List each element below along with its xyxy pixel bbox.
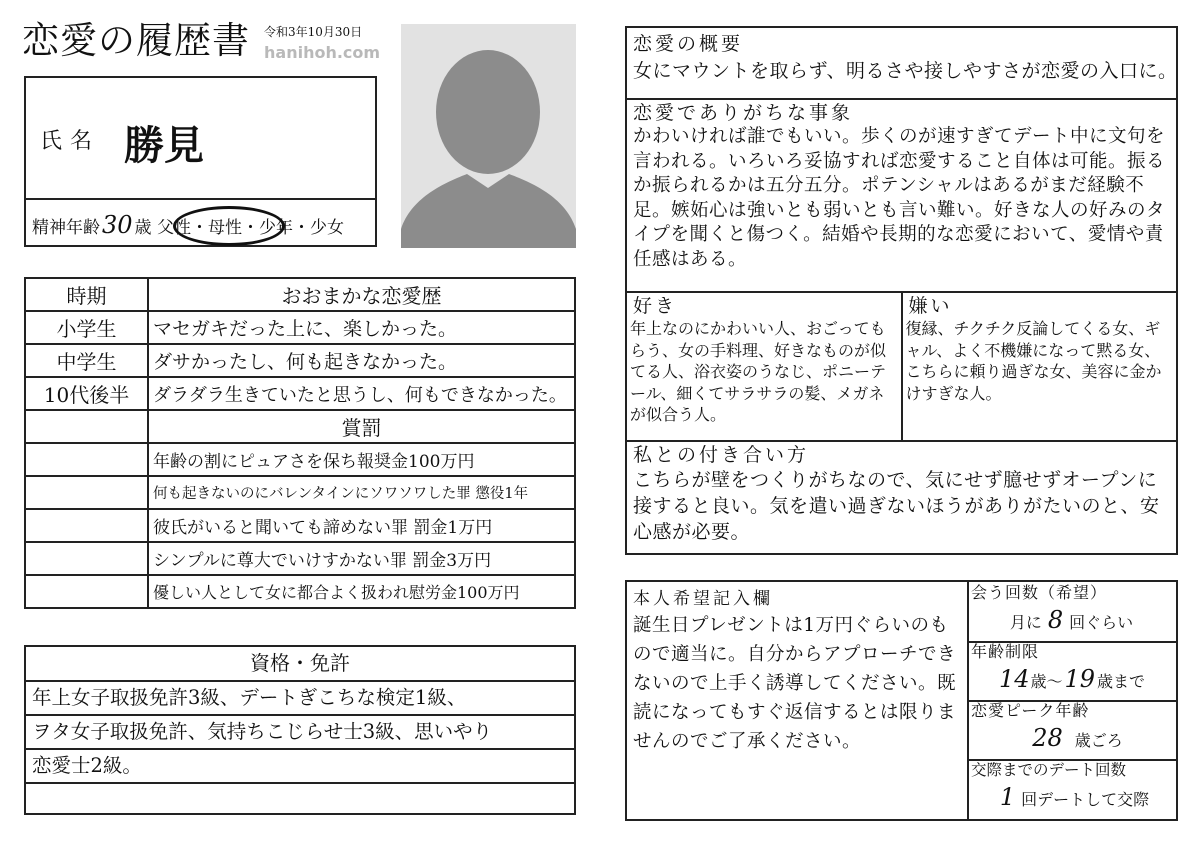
tendencies-text: かわいければ誰でもいい。歩くのが速すぎてデート中に文句を言われる。いろいろ妥協すれば恋愛すること自体は可能。振るか振られるかは五分五分。ポテンシャルはあるがまだ経験不足。嫉妬心は強いとも弱いとも言い難い。好きな人の好みのタイプを聞くと傷つく。結婚や長期的な恋愛において、愛情や責任感はある。	[633, 126, 1166, 270]
dates-value	[967, 781, 1176, 816]
qualification-line: ヲタ女子取扱免許、気持ちこじらせ士3級、思いやり	[32, 720, 493, 743]
overview-section	[627, 28, 1176, 100]
peak-suffix: 歳ごろ	[1074, 731, 1123, 750]
dislikes-column	[901, 291, 1177, 440]
table-row	[25, 311, 575, 344]
reward-cell: 何も起きないのにバレンタインにソワソワした罪 懲役1年	[148, 476, 575, 509]
wish-section	[627, 582, 969, 819]
age-suffix: 歳まで	[1097, 672, 1146, 691]
likes-column	[627, 291, 901, 440]
name-label: 氏名	[40, 129, 101, 154]
qualifications-header: 資格・免許	[26, 647, 574, 682]
love-profile-box	[625, 26, 1178, 555]
reward-cell: 年齢の割にピュアさを保ち報奨金100万円	[148, 443, 575, 476]
reward-cell: シンプルに尊大でいけすかない罪 罰金3万円	[148, 542, 575, 575]
name-box	[24, 76, 377, 247]
empty-cell	[25, 410, 148, 443]
photo-placeholder	[401, 24, 576, 248]
likes-label: 好き	[633, 295, 678, 317]
overview-text: 女にマウントを取らず、明るさや接しやすさが恋愛の入口に。	[633, 60, 1178, 82]
tendencies-label: 恋愛でありがちな事象	[633, 102, 854, 124]
likes-dislikes-section	[627, 291, 1176, 442]
col-header-period: 時期	[25, 278, 148, 311]
history-cell: ダサかったし、何も起きなかった。	[148, 344, 575, 377]
age-limit-cell	[967, 641, 1176, 702]
love-peak-cell	[967, 700, 1176, 761]
wish-text: 誕生日プレゼントは1万円ぐらいのもので適当に。自分からアプローチできないので上手く誘導してください。既読になってもすぐ返信するとは限りませんのでご了承ください。	[633, 615, 957, 752]
qualifications-text	[32, 681, 492, 783]
overview-label: 恋愛の概要	[633, 33, 744, 55]
table-row	[25, 476, 575, 509]
period-cell: 中学生	[25, 344, 148, 377]
how-to-date-text: こちらが壁をつくりがちなので、気にせず臆せずオープンに接すると良い。気を遣い過ぎないほうがありがたいのと、安心感が必要。	[633, 469, 1160, 543]
empty-cell	[25, 542, 148, 575]
meet-prefix: 月に	[1009, 613, 1042, 632]
empty-cell	[25, 575, 148, 608]
period-cell: 小学生	[25, 311, 148, 344]
love-peak-label: 恋愛ピーク年齢	[971, 701, 1090, 720]
age-limit-label: 年齢制限	[971, 642, 1040, 661]
wish-box	[625, 580, 1178, 821]
reward-cell: 優しい人として女に都合よく扱われ慰労金100万円	[148, 575, 575, 608]
reward-cell: 彼氏がいると聞いても諦めない罪 罰金1万円	[148, 509, 575, 542]
table-header-row	[25, 278, 575, 311]
wish-details	[967, 582, 1176, 819]
age-min: 14	[998, 665, 1030, 693]
type-options: 父性・母性・少年・少女	[156, 218, 344, 238]
meet-frequency-label: 会う回数（希望）	[971, 583, 1108, 602]
peak-age: 28	[1032, 724, 1063, 752]
history-table	[24, 277, 576, 609]
rewards-header: 賞罰	[148, 410, 575, 443]
table-row	[25, 575, 575, 608]
table-row	[25, 377, 575, 410]
meet-frequency-value	[967, 604, 1176, 639]
empty-cell	[25, 509, 148, 542]
meet-frequency-cell	[967, 582, 1176, 643]
history-cell: ダラダラ生きていたと思うし、何もできなかった。	[148, 377, 575, 410]
period-cell: 10代後半	[25, 377, 148, 410]
dates-until-dating-cell	[967, 759, 1176, 819]
how-to-date-section	[627, 440, 1176, 553]
age-mid: 歳〜	[1030, 672, 1063, 691]
dislikes-text: 復縁、チクチク反論してくる女、ギャル、よく不機嫌になって黙る女、こちらに頼り過ぎな女、美容に金かけすぎな人。	[905, 319, 1162, 403]
qualifications-box	[24, 645, 576, 815]
meet-suffix: 回ぐらい	[1069, 613, 1134, 632]
qualification-line: 恋愛士2級。	[32, 754, 142, 777]
mental-age-label: 精神年齢	[32, 218, 100, 238]
mental-age-unit: 歳	[134, 218, 152, 238]
tendencies-section	[627, 98, 1176, 293]
empty-cell	[25, 476, 148, 509]
date: 令和3年10月30日	[264, 25, 363, 39]
dislikes-label: 嫌い	[908, 295, 953, 317]
meet-count: 8	[1047, 606, 1064, 634]
divider	[26, 198, 375, 200]
dates-label: 交際までのデート回数	[971, 761, 1127, 779]
person-silhouette-icon	[401, 24, 576, 248]
age-max: 19	[1064, 665, 1096, 693]
empty-cell	[25, 443, 148, 476]
love-peak-value	[967, 722, 1176, 757]
table-row	[25, 344, 575, 377]
how-to-date-label: 私との付き合い方	[633, 444, 810, 466]
mental-age-value: 30	[102, 211, 133, 239]
wish-label: 本人希望記入欄	[633, 589, 773, 609]
dates-suffix: 回デートして交際	[1021, 790, 1150, 809]
site-watermark: hanihoh.com	[264, 43, 381, 62]
col-header-history: おおまかな恋愛歴	[148, 278, 575, 311]
rewards-header-row	[25, 410, 575, 443]
name-value: 勝見	[124, 122, 204, 169]
selected-type-circle	[173, 206, 285, 246]
table-row	[25, 443, 575, 476]
page-title: 恋愛の履歴書	[22, 19, 250, 62]
likes-text: 年上なのにかわいい人、おごってもらう、女の手料理、好きなものが似てる人、浴衣姿のうなじ、ポニーテール、細くてサラサラの髪、メガネが似合う人。	[630, 319, 887, 424]
table-row	[25, 509, 575, 542]
dates-count: 1	[999, 783, 1016, 811]
age-limit-value	[967, 663, 1176, 698]
history-cell: マセガキだった上に、楽しかった。	[148, 311, 575, 344]
table-row	[25, 542, 575, 575]
qualification-line: 年上女子取扱免許3級、デートぎこちな検定1級、	[32, 686, 467, 709]
